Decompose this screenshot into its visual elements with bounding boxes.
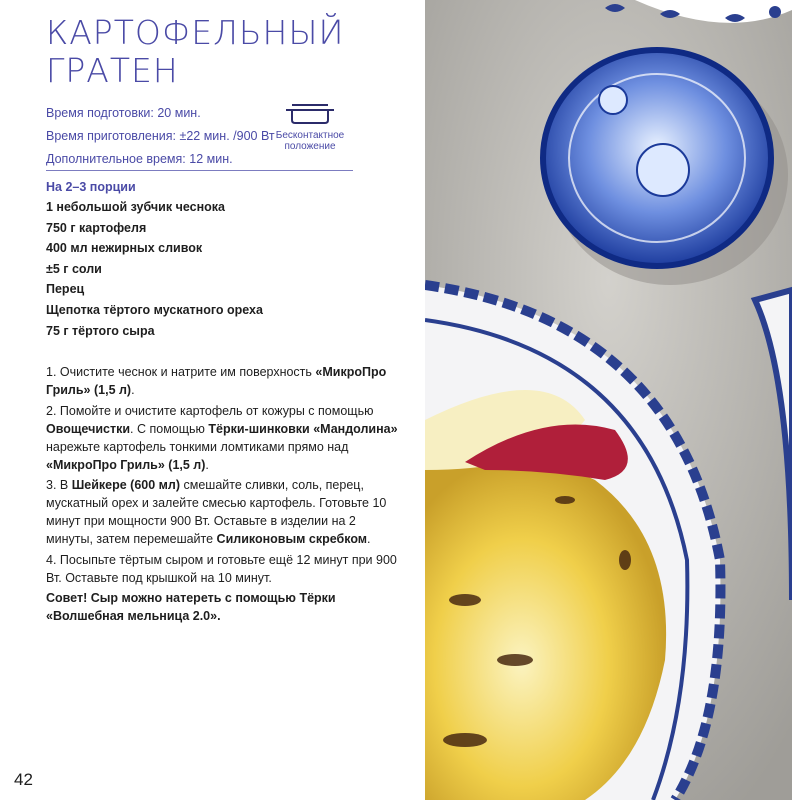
ingredient-item: 75 г тёртого сыра <box>46 323 155 338</box>
pot-caption-line-1: Бесконтактное <box>275 130 345 141</box>
step-3-end: . <box>367 532 371 546</box>
step-4 <box>46 551 406 587</box>
ingredient-item: 400 мл нежирных сливок <box>46 241 203 256</box>
cook-time: Время приготовления: ±22 мин. /900 Вт <box>46 129 275 143</box>
tip-end: . <box>217 609 221 623</box>
ingredient-item: Перец <box>46 282 85 297</box>
pot-icon <box>284 102 336 126</box>
ingredient-item: Щепотка тёртого мускатного ореха <box>46 302 263 317</box>
step-4-text: 4. Посыпьте тёртым сыром и готовьте ещё 12 минут при 900 Вт. Оставьте под крышкой на 10 минут. <box>46 552 397 585</box>
ingredient-item: ±5 г соли <box>46 261 102 276</box>
pot-caption-line-2: положение <box>284 141 336 152</box>
ice-cube <box>637 144 689 196</box>
food-photo <box>425 0 792 800</box>
timing-block <box>46 102 275 171</box>
step-2-product: «МикроПро Гриль» (1,5 л) <box>46 457 206 472</box>
pot-caption <box>274 130 346 152</box>
step-3-text: 3. В <box>46 478 72 492</box>
extra-time: Дополнительное время: 12 мин. <box>46 152 233 166</box>
tip <box>46 589 406 625</box>
page-number: 42 <box>14 770 33 789</box>
step-2-product: Овощечистки <box>46 421 131 436</box>
ingredients-list <box>46 177 263 341</box>
gratin-photo-illustration <box>425 0 792 800</box>
recipe-title <box>46 14 344 90</box>
title-line-2: ГРАТЕН <box>46 51 179 90</box>
lid-position-indicator <box>274 102 346 152</box>
ingredient-item: 1 небольшой зубчик чеснока <box>46 200 225 214</box>
tip-text: Совет! Сыр можно натереть с помощью <box>46 591 300 605</box>
step-2-text: 2. Помойте и очистите картофель от кожуры с помощью <box>46 403 374 418</box>
tip-product: Тёрки «Волшебная мельница 2.0» <box>46 591 336 623</box>
step-1 <box>46 363 406 399</box>
ice-cube <box>599 86 627 114</box>
ingredient-item: 750 г картофеля <box>46 220 147 235</box>
step-2-text: нарежьте картофель тонкими ломтиками прямо над <box>46 439 349 454</box>
step-3-text: смешайте сливки, соль, перец, мускатный орех и залейте смесью картофель. Готовьте 10 минут при мощности 900 Вт. Оставьте в изделии на 2 минуты, затем перемешайте <box>46 478 387 546</box>
divider <box>46 170 353 171</box>
step-3-product: Силиконовым скребком <box>216 532 368 546</box>
step-3-product: Шейкере (600 мл) <box>71 478 181 492</box>
step-1-end: . <box>131 383 135 397</box>
prep-time: Время подготовки: 20 мин. <box>46 106 201 120</box>
step-2-product: Тёрки-шинковки «Мандолина» <box>208 421 398 436</box>
step-3 <box>46 476 406 548</box>
instructions <box>46 363 406 628</box>
step-2 <box>46 402 406 474</box>
step-2-text: . С помощью <box>130 421 209 436</box>
step-2-end: . <box>205 457 209 472</box>
title-line-1: КАРТОФЕЛЬНЫЙ <box>46 13 345 52</box>
step-1-text: 1. Очистите чеснок и натрите им поверхность <box>46 365 316 379</box>
step-1-product: «МикроПро Гриль» (1,5 л) <box>46 365 387 397</box>
portions-label: На 2–3 порции <box>46 180 136 194</box>
